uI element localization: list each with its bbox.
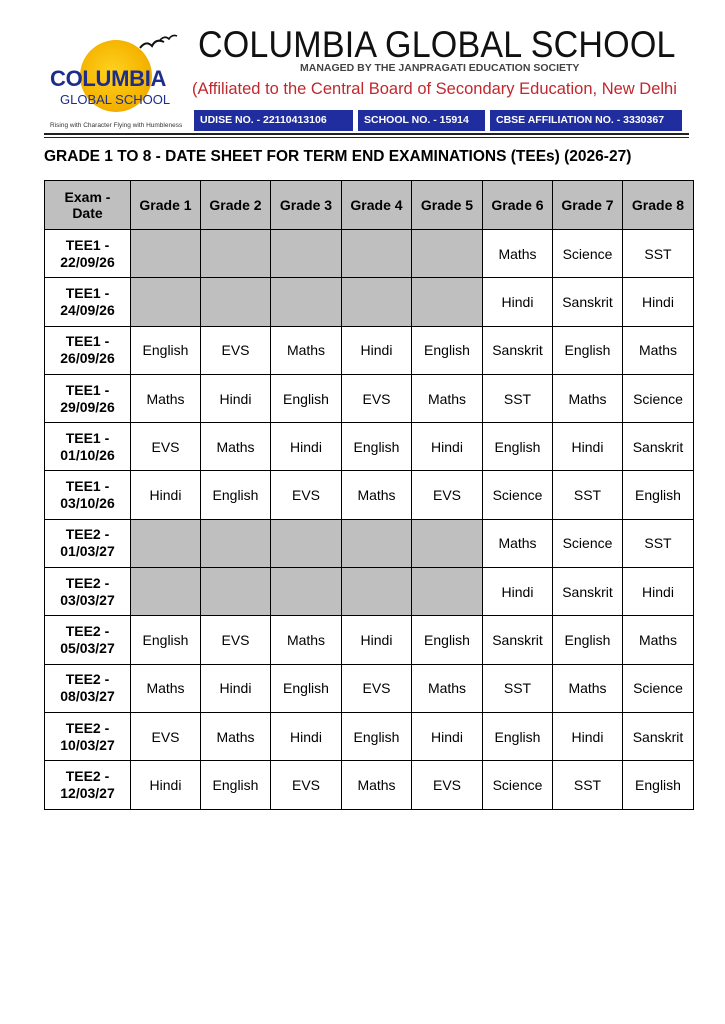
date-sheet-table [44, 180, 694, 810]
subject-cell-grade-4: Hindi [342, 326, 412, 374]
table-row [45, 423, 694, 471]
table-row [45, 230, 694, 278]
subject-cell-grade-6: Science [483, 761, 553, 809]
exam-label: TEE2 - [65, 623, 110, 640]
header-grade-4: Grade 4 [342, 181, 412, 230]
school-number-badge: SCHOOL NO. - 15914 [358, 110, 485, 131]
exam-date: 05/03/27 [60, 640, 115, 657]
subject-cell-grade-3: Maths [271, 326, 342, 374]
subject-cell-grade-8: SST [623, 519, 694, 567]
table-row [45, 664, 694, 712]
subject-cell-grade-8: Maths [623, 616, 694, 664]
exam-date: 29/09/26 [60, 398, 115, 415]
subject-cell-grade-8: Science [623, 664, 694, 712]
subject-cell-grade-2: Maths [201, 423, 271, 471]
subject-cell-grade-5 [412, 230, 483, 278]
subject-cell-grade-4 [342, 568, 412, 616]
exam-date: 01/10/26 [60, 446, 115, 463]
subject-cell-grade-4: Hindi [342, 616, 412, 664]
subject-cell-grade-6: SST [483, 664, 553, 712]
subject-cell-grade-1: Maths [131, 374, 201, 422]
subject-cell-grade-1: Hindi [131, 761, 201, 809]
exam-label: TEE1 - [65, 284, 110, 301]
subject-cell-grade-7: Science [553, 519, 623, 567]
subject-cell-grade-5: English [412, 616, 483, 664]
subject-cell-grade-3: EVS [271, 471, 342, 519]
subject-cell-grade-7: Hindi [553, 712, 623, 760]
exam-date-cell [45, 568, 131, 616]
subject-cell-grade-7: English [553, 616, 623, 664]
header-grade-1: Grade 1 [131, 181, 201, 230]
subject-cell-grade-7: Hindi [553, 423, 623, 471]
exam-date: 24/09/26 [60, 301, 115, 318]
subject-cell-grade-6: Maths [483, 230, 553, 278]
header-grade-8: Grade 8 [623, 181, 694, 230]
subject-cell-grade-5: Hindi [412, 712, 483, 760]
table-row [45, 616, 694, 664]
logo-tagline: Rising with Character Flying with Humbleness [50, 122, 183, 129]
table-row [45, 326, 694, 374]
table-row [45, 278, 694, 326]
exam-label: TEE1 - [65, 333, 110, 350]
exam-date-cell [45, 664, 131, 712]
subject-cell-grade-6: English [483, 423, 553, 471]
header-grade-7: Grade 7 [553, 181, 623, 230]
exam-date-cell [45, 278, 131, 326]
subject-cell-grade-6: Science [483, 471, 553, 519]
subject-cell-grade-5: English [412, 326, 483, 374]
subject-cell-grade-6: SST [483, 374, 553, 422]
managed-by: MANAGED BY THE JANPRAGATI EDUCATION SOCIETY [300, 62, 580, 74]
exam-date: 08/03/27 [60, 688, 115, 705]
subject-cell-grade-3 [271, 278, 342, 326]
header-divider-thin [44, 137, 689, 138]
exam-label: TEE2 - [65, 767, 110, 784]
exam-date: 26/09/26 [60, 350, 115, 367]
subject-cell-grade-2: Hindi [201, 664, 271, 712]
subject-cell-grade-2: English [201, 761, 271, 809]
table-row [45, 471, 694, 519]
subject-cell-grade-2 [201, 519, 271, 567]
subject-cell-grade-4 [342, 230, 412, 278]
exam-date-cell [45, 230, 131, 278]
subject-cell-grade-1 [131, 519, 201, 567]
table-header-row [45, 181, 694, 230]
exam-label: TEE2 - [65, 671, 110, 688]
exam-date-cell [45, 761, 131, 809]
logo-name-line1: COLUMBIA [50, 66, 167, 91]
exam-date: 03/03/27 [60, 591, 115, 608]
table-row [45, 519, 694, 567]
subject-cell-grade-5: Maths [412, 664, 483, 712]
subject-cell-grade-5: Hindi [412, 423, 483, 471]
subject-cell-grade-1 [131, 230, 201, 278]
subject-cell-grade-2 [201, 230, 271, 278]
exam-label: TEE1 - [65, 429, 110, 446]
subject-cell-grade-4: English [342, 712, 412, 760]
subject-cell-grade-4: Maths [342, 471, 412, 519]
subject-cell-grade-6: English [483, 712, 553, 760]
subject-cell-grade-2: English [201, 471, 271, 519]
exam-date-cell [45, 374, 131, 422]
header-exam-date: Exam - Date [45, 181, 131, 230]
subject-cell-grade-1 [131, 568, 201, 616]
subject-cell-grade-5 [412, 568, 483, 616]
subject-cell-grade-6: Sanskrit [483, 326, 553, 374]
subject-cell-grade-4: EVS [342, 374, 412, 422]
subject-cell-grade-1: Hindi [131, 471, 201, 519]
subject-cell-grade-8: Science [623, 374, 694, 422]
header-grade-3: Grade 3 [271, 181, 342, 230]
subject-cell-grade-7: Sanskrit [553, 278, 623, 326]
subject-cell-grade-4: EVS [342, 664, 412, 712]
header-grade-6: Grade 6 [483, 181, 553, 230]
subject-cell-grade-7: Maths [553, 664, 623, 712]
header-divider [44, 133, 689, 135]
subject-cell-grade-3: English [271, 664, 342, 712]
subject-cell-grade-3 [271, 230, 342, 278]
exam-date-cell [45, 326, 131, 374]
affiliation-text: (Affiliated to the Central Board of Secondary Education, New Delhi [192, 80, 677, 98]
header-grade-5: Grade 5 [412, 181, 483, 230]
table-body [45, 230, 694, 810]
school-logo [46, 30, 191, 135]
exam-date: 22/09/26 [60, 253, 115, 270]
subject-cell-grade-1: English [131, 326, 201, 374]
subject-cell-grade-3: EVS [271, 761, 342, 809]
subject-cell-grade-8: English [623, 761, 694, 809]
table-row [45, 374, 694, 422]
school-name: COLUMBIA GLOBAL SCHOOL [198, 24, 676, 65]
subject-cell-grade-1: English [131, 616, 201, 664]
subject-cell-grade-4: English [342, 423, 412, 471]
udise-badge: UDISE NO. - 22110413106 [194, 110, 353, 131]
subject-cell-grade-8: English [623, 471, 694, 519]
subject-cell-grade-5: Maths [412, 374, 483, 422]
subject-cell-grade-8: Sanskrit [623, 423, 694, 471]
subject-cell-grade-5: EVS [412, 471, 483, 519]
date-sheet-title: GRADE 1 TO 8 - DATE SHEET FOR TERM END EXAMINATIONS (TEEs) (2026-27) [44, 148, 632, 165]
subject-cell-grade-8: SST [623, 230, 694, 278]
exam-date: 10/03/27 [60, 736, 115, 753]
table-row [45, 712, 694, 760]
subject-cell-grade-2 [201, 278, 271, 326]
subject-cell-grade-8: Sanskrit [623, 712, 694, 760]
exam-label: TEE2 - [65, 526, 110, 543]
subject-cell-grade-6: Maths [483, 519, 553, 567]
subject-cell-grade-4 [342, 519, 412, 567]
cbse-affiliation-badge: CBSE AFFILIATION NO. - 3330367 [490, 110, 682, 131]
subject-cell-grade-2: EVS [201, 616, 271, 664]
subject-cell-grade-2: Maths [201, 712, 271, 760]
exam-label: TEE1 - [65, 381, 110, 398]
subject-cell-grade-8: Hindi [623, 278, 694, 326]
subject-cell-grade-7: SST [553, 761, 623, 809]
subject-cell-grade-3: Hindi [271, 712, 342, 760]
exam-date: 12/03/27 [60, 784, 115, 801]
subject-cell-grade-7: Maths [553, 374, 623, 422]
subject-cell-grade-3: Maths [271, 616, 342, 664]
subject-cell-grade-1 [131, 278, 201, 326]
subject-cell-grade-4: Maths [342, 761, 412, 809]
subject-cell-grade-8: Hindi [623, 568, 694, 616]
subject-cell-grade-7: SST [553, 471, 623, 519]
exam-date-cell [45, 423, 131, 471]
header-grade-2: Grade 2 [201, 181, 271, 230]
subject-cell-grade-8: Maths [623, 326, 694, 374]
subject-cell-grade-7: Science [553, 230, 623, 278]
subject-cell-grade-3: Hindi [271, 423, 342, 471]
exam-date-cell [45, 519, 131, 567]
subject-cell-grade-1: Maths [131, 664, 201, 712]
exam-label: TEE2 - [65, 719, 110, 736]
subject-cell-grade-6: Sanskrit [483, 616, 553, 664]
subject-cell-grade-2: EVS [201, 326, 271, 374]
exam-date-cell [45, 471, 131, 519]
subject-cell-grade-1: EVS [131, 712, 201, 760]
subject-cell-grade-5 [412, 519, 483, 567]
exam-label: TEE1 - [65, 478, 110, 495]
exam-date-cell [45, 616, 131, 664]
subject-cell-grade-6: Hindi [483, 278, 553, 326]
logo-name-line2: GLOBAL SCHOOL [60, 92, 171, 107]
exam-date: 03/10/26 [60, 495, 115, 512]
exam-date-cell [45, 712, 131, 760]
subject-cell-grade-3 [271, 568, 342, 616]
table-row [45, 568, 694, 616]
subject-cell-grade-6: Hindi [483, 568, 553, 616]
subject-cell-grade-2: Hindi [201, 374, 271, 422]
birds-icon [138, 34, 178, 56]
subject-cell-grade-2 [201, 568, 271, 616]
exam-label: TEE2 - [65, 574, 110, 591]
subject-cell-grade-7: English [553, 326, 623, 374]
school-header [46, 24, 690, 134]
table-row [45, 761, 694, 809]
subject-cell-grade-1: EVS [131, 423, 201, 471]
subject-cell-grade-4 [342, 278, 412, 326]
exam-date: 01/03/27 [60, 543, 115, 560]
subject-cell-grade-3 [271, 519, 342, 567]
exam-label: TEE1 - [65, 236, 110, 253]
subject-cell-grade-5 [412, 278, 483, 326]
subject-cell-grade-7: Sanskrit [553, 568, 623, 616]
subject-cell-grade-3: English [271, 374, 342, 422]
subject-cell-grade-5: EVS [412, 761, 483, 809]
